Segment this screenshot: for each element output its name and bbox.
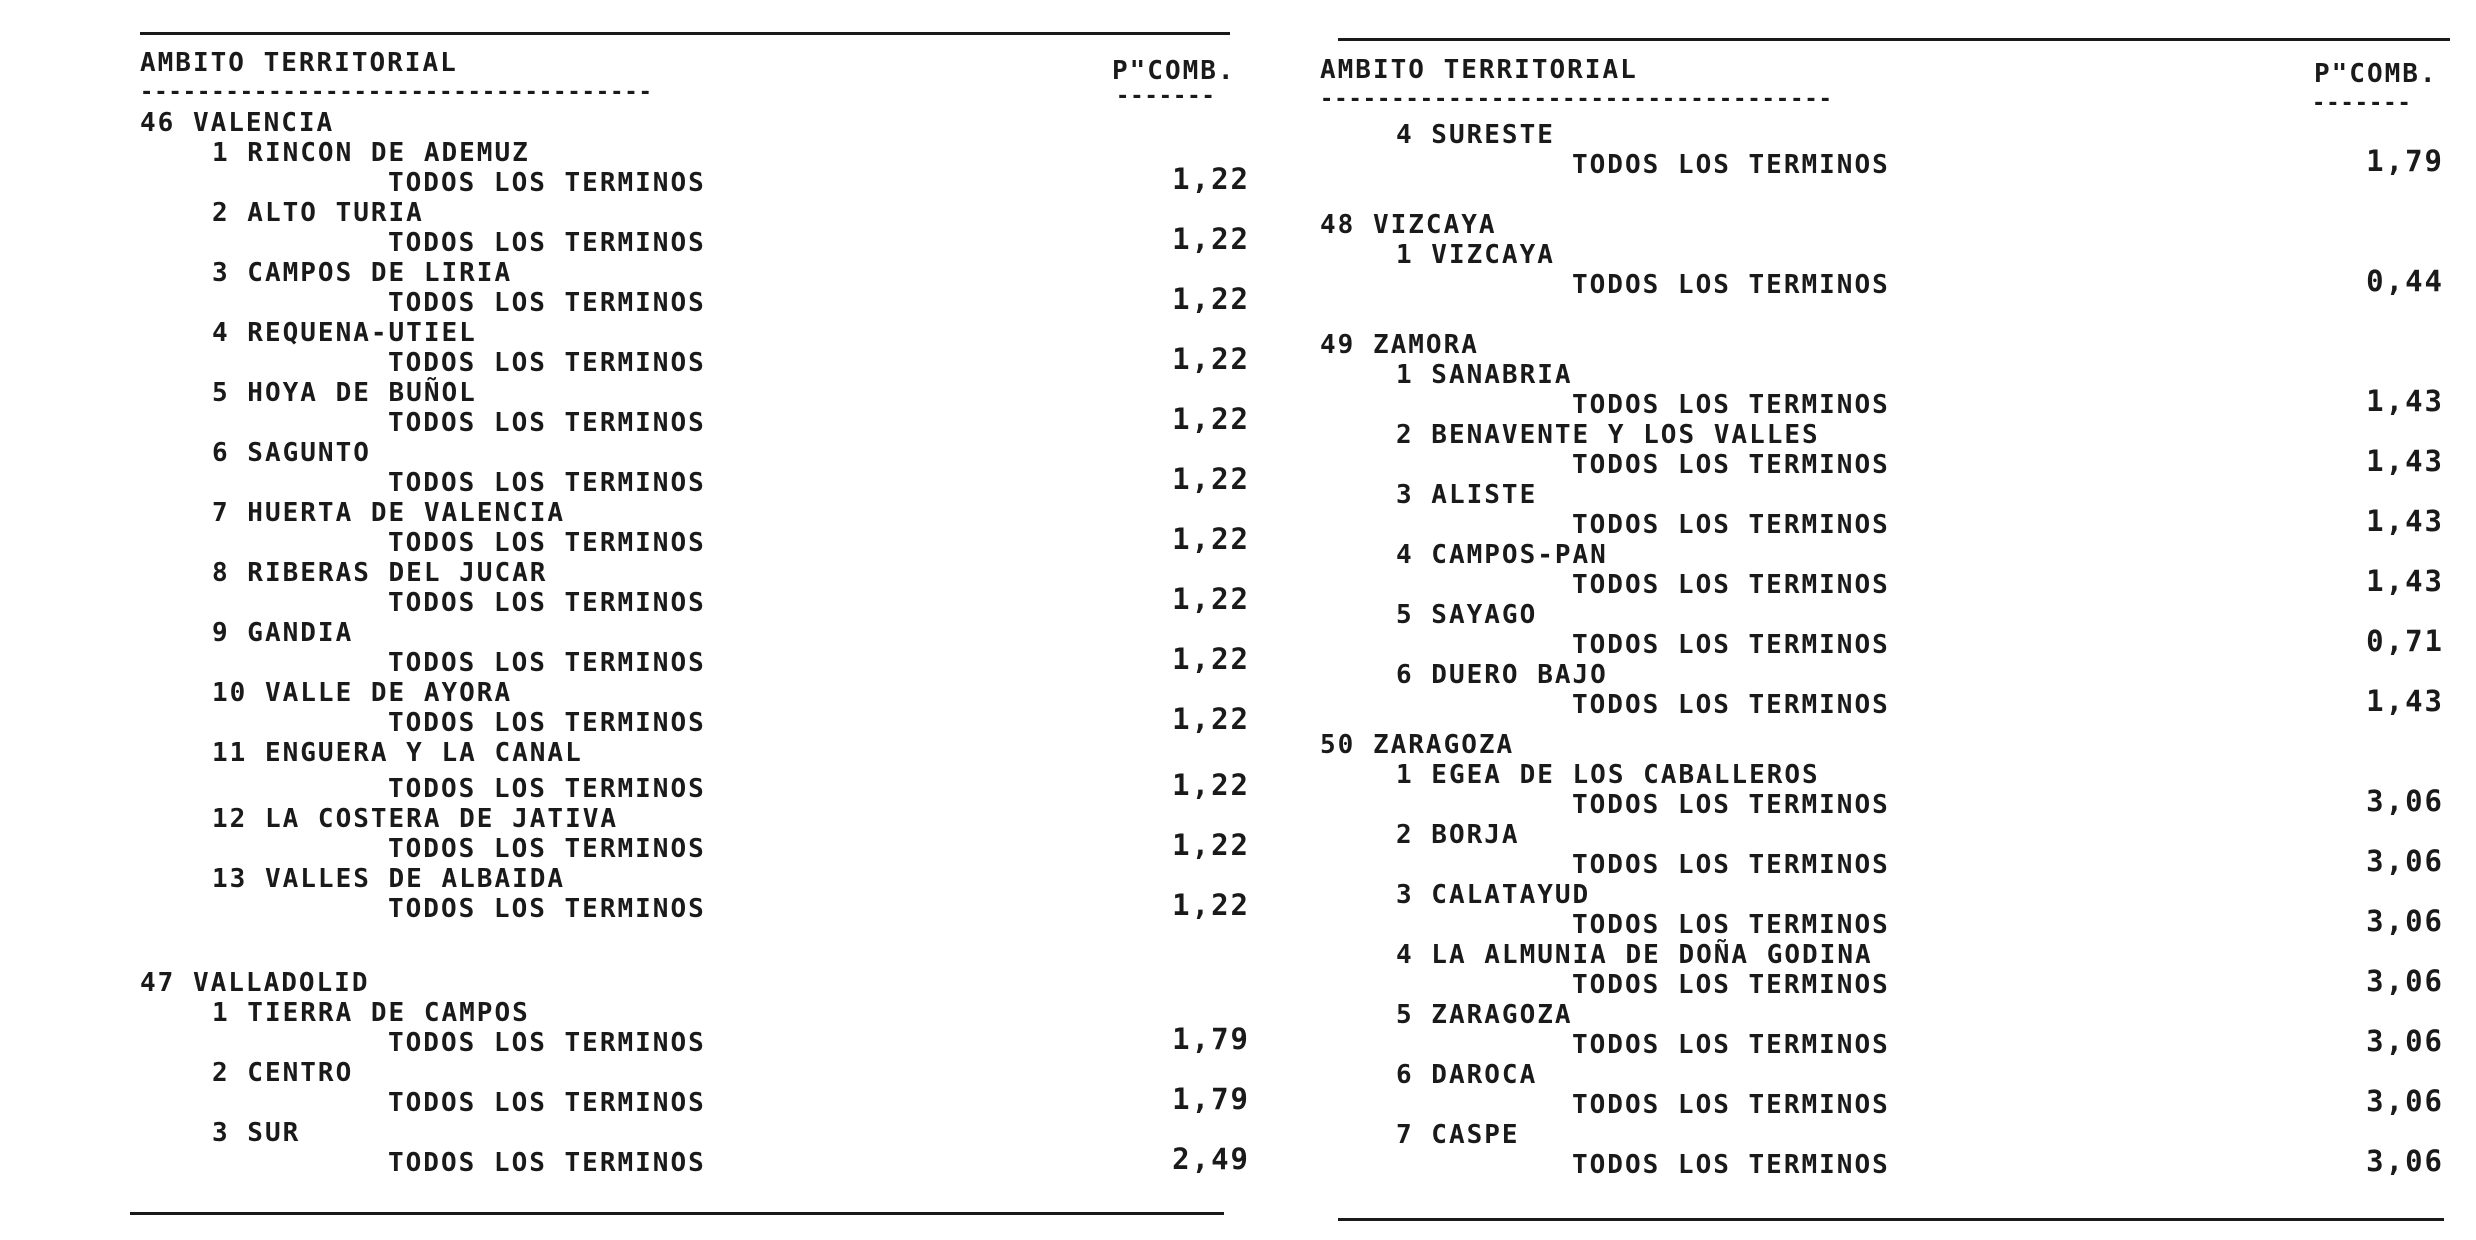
pcomb-value: 3,06 bbox=[2366, 1144, 2444, 1178]
pcomb-value: 0,71 bbox=[2366, 624, 2444, 658]
pcomb-value: 0,44 bbox=[2366, 264, 2444, 298]
terms-label: TODOS LOS TERMINOS bbox=[1572, 690, 1890, 720]
header-underline-short: ------- bbox=[1116, 86, 1216, 108]
province-heading: 49 ZAMORA bbox=[1320, 330, 1479, 360]
header-underline-short: ------- bbox=[2312, 93, 2412, 115]
pcomb-value: 1,79 bbox=[2366, 144, 2444, 178]
terms-label: TODOS LOS TERMINOS bbox=[1572, 270, 1890, 300]
comarca-name: 1 TIERRA DE CAMPOS bbox=[212, 998, 530, 1028]
pcomb-value: 1,22 bbox=[1172, 888, 1250, 922]
pcomb-value: 2,49 bbox=[1172, 1142, 1250, 1176]
comarca-name: 1 VIZCAYA bbox=[1396, 240, 1555, 270]
terms-label: TODOS LOS TERMINOS bbox=[1572, 790, 1890, 820]
comarca-name: 2 ALTO TURIA bbox=[212, 198, 424, 228]
terms-label: TODOS LOS TERMINOS bbox=[388, 528, 706, 558]
terms-label: TODOS LOS TERMINOS bbox=[1572, 1030, 1890, 1060]
header-pcomb-label: P"COMB. bbox=[1112, 56, 1236, 86]
pcomb-value: 1,22 bbox=[1172, 828, 1250, 862]
pcomb-value: 1,79 bbox=[1172, 1022, 1250, 1056]
comarca-name: 5 SAYAGO bbox=[1396, 600, 1538, 630]
comarca-name: 3 ALISTE bbox=[1396, 480, 1538, 510]
comarca-name: 8 RIBERAS DEL JUCAR bbox=[212, 558, 548, 588]
province-heading: 50 ZARAGOZA bbox=[1320, 730, 1515, 760]
top-rule bbox=[1338, 38, 2450, 41]
terms-label: TODOS LOS TERMINOS bbox=[388, 1028, 706, 1058]
terms-label: TODOS LOS TERMINOS bbox=[388, 1088, 706, 1118]
comarca-name: 2 BORJA bbox=[1396, 820, 1520, 850]
pcomb-value: 1,22 bbox=[1172, 642, 1250, 676]
comarca-name: 2 BENAVENTE Y LOS VALLES bbox=[1396, 420, 1820, 450]
terms-label: TODOS LOS TERMINOS bbox=[1572, 390, 1890, 420]
province-heading: 47 VALLADOLID bbox=[140, 968, 370, 998]
terms-label: TODOS LOS TERMINOS bbox=[1572, 630, 1890, 660]
pcomb-value: 1,22 bbox=[1172, 282, 1250, 316]
pcomb-value: 1,43 bbox=[2366, 564, 2444, 598]
pcomb-value: 3,06 bbox=[2366, 1024, 2444, 1058]
pcomb-value: 1,22 bbox=[1172, 768, 1250, 802]
province-heading: 46 VALENCIA bbox=[140, 108, 335, 138]
terms-label: TODOS LOS TERMINOS bbox=[388, 834, 706, 864]
comarca-name: 4 CAMPOS-PAN bbox=[1396, 540, 1608, 570]
pcomb-value: 1,22 bbox=[1172, 582, 1250, 616]
comarca-name: 6 DUERO BAJO bbox=[1396, 660, 1608, 690]
terms-label: TODOS LOS TERMINOS bbox=[1572, 1090, 1890, 1120]
comarca-name: 4 LA ALMUNIA DE DOÑA GODINA bbox=[1396, 940, 1873, 970]
terms-label: TODOS LOS TERMINOS bbox=[388, 648, 706, 678]
terms-label: TODOS LOS TERMINOS bbox=[1572, 910, 1890, 940]
header-underline-long: ------------------------------------ bbox=[140, 82, 653, 104]
terms-label: TODOS LOS TERMINOS bbox=[1572, 150, 1890, 180]
bottom-rule bbox=[1338, 1218, 2444, 1221]
comarca-name: 1 RINCON DE ADEMUZ bbox=[212, 138, 530, 168]
terms-label: TODOS LOS TERMINOS bbox=[388, 468, 706, 498]
comarca-name: 11 ENGUERA Y LA CANAL bbox=[212, 738, 583, 768]
comarca-name: 4 REQUENA-UTIEL bbox=[212, 318, 477, 348]
comarca-name: 4 SURESTE bbox=[1396, 120, 1555, 150]
pcomb-value: 1,43 bbox=[2366, 684, 2444, 718]
pcomb-value: 1,22 bbox=[1172, 522, 1250, 556]
header-pcomb-label: P"COMB. bbox=[2314, 59, 2438, 89]
terms-label: TODOS LOS TERMINOS bbox=[388, 1148, 706, 1178]
pcomb-value: 3,06 bbox=[2366, 1084, 2444, 1118]
top-rule bbox=[140, 32, 1230, 35]
terms-label: TODOS LOS TERMINOS bbox=[388, 588, 706, 618]
comarca-name: 7 CASPE bbox=[1396, 1120, 1520, 1150]
comarca-name: 3 CALATAYUD bbox=[1396, 880, 1591, 910]
terms-label: TODOS LOS TERMINOS bbox=[1572, 450, 1890, 480]
bottom-rule bbox=[130, 1212, 1224, 1215]
pcomb-value: 1,22 bbox=[1172, 462, 1250, 496]
comarca-name: 6 DAROCA bbox=[1396, 1060, 1538, 1090]
pcomb-value: 3,06 bbox=[2366, 904, 2444, 938]
pcomb-value: 1,22 bbox=[1172, 702, 1250, 736]
terms-label: TODOS LOS TERMINOS bbox=[1572, 510, 1890, 540]
comarca-name: 9 GANDIA bbox=[212, 618, 354, 648]
comarca-name: 1 SANABRIA bbox=[1396, 360, 1573, 390]
comarca-name: 3 SUR bbox=[212, 1118, 301, 1148]
pcomb-value: 1,43 bbox=[2366, 384, 2444, 418]
comarca-name: 6 SAGUNTO bbox=[212, 438, 371, 468]
comarca-name: 13 VALLES DE ALBAIDA bbox=[212, 864, 566, 894]
pcomb-value: 1,22 bbox=[1172, 402, 1250, 436]
comarca-name: 5 ZARAGOZA bbox=[1396, 1000, 1573, 1030]
terms-label: TODOS LOS TERMINOS bbox=[388, 228, 706, 258]
terms-label: TODOS LOS TERMINOS bbox=[388, 408, 706, 438]
pcomb-value: 1,43 bbox=[2366, 444, 2444, 478]
pcomb-value: 1,22 bbox=[1172, 222, 1250, 256]
pcomb-value: 3,06 bbox=[2366, 964, 2444, 998]
header-ambito-label: AMBITO TERRITORIAL bbox=[140, 48, 458, 78]
pcomb-value: 3,06 bbox=[2366, 844, 2444, 878]
terms-label: TODOS LOS TERMINOS bbox=[388, 168, 706, 198]
pcomb-value: 1,43 bbox=[2366, 504, 2444, 538]
terms-label: TODOS LOS TERMINOS bbox=[1572, 970, 1890, 1000]
comarca-name: 5 HOYA DE BUÑOL bbox=[212, 378, 477, 408]
terms-label: TODOS LOS TERMINOS bbox=[388, 348, 706, 378]
province-heading: 48 VIZCAYA bbox=[1320, 210, 1497, 240]
comarca-name: 3 CAMPOS DE LIRIA bbox=[212, 258, 513, 288]
terms-label: TODOS LOS TERMINOS bbox=[388, 774, 706, 804]
pcomb-value: 3,06 bbox=[2366, 784, 2444, 818]
terms-label: TODOS LOS TERMINOS bbox=[1572, 1150, 1890, 1180]
terms-label: TODOS LOS TERMINOS bbox=[1572, 570, 1890, 600]
terms-label: TODOS LOS TERMINOS bbox=[388, 288, 706, 318]
comarca-name: 2 CENTRO bbox=[212, 1058, 354, 1088]
comarca-name: 1 EGEA DE LOS CABALLEROS bbox=[1396, 760, 1820, 790]
pcomb-value: 1,79 bbox=[1172, 1082, 1250, 1116]
header-underline-long: ------------------------------------ bbox=[1320, 89, 1833, 111]
terms-label: TODOS LOS TERMINOS bbox=[388, 894, 706, 924]
comarca-name: 10 VALLE DE AYORA bbox=[212, 678, 513, 708]
comarca-name: 7 HUERTA DE VALENCIA bbox=[212, 498, 566, 528]
comarca-name: 12 LA COSTERA DE JATIVA bbox=[212, 804, 619, 834]
pcomb-value: 1,22 bbox=[1172, 162, 1250, 196]
pcomb-value: 1,22 bbox=[1172, 342, 1250, 376]
terms-label: TODOS LOS TERMINOS bbox=[388, 708, 706, 738]
header-ambito-label: AMBITO TERRITORIAL bbox=[1320, 55, 1638, 85]
terms-label: TODOS LOS TERMINOS bbox=[1572, 850, 1890, 880]
